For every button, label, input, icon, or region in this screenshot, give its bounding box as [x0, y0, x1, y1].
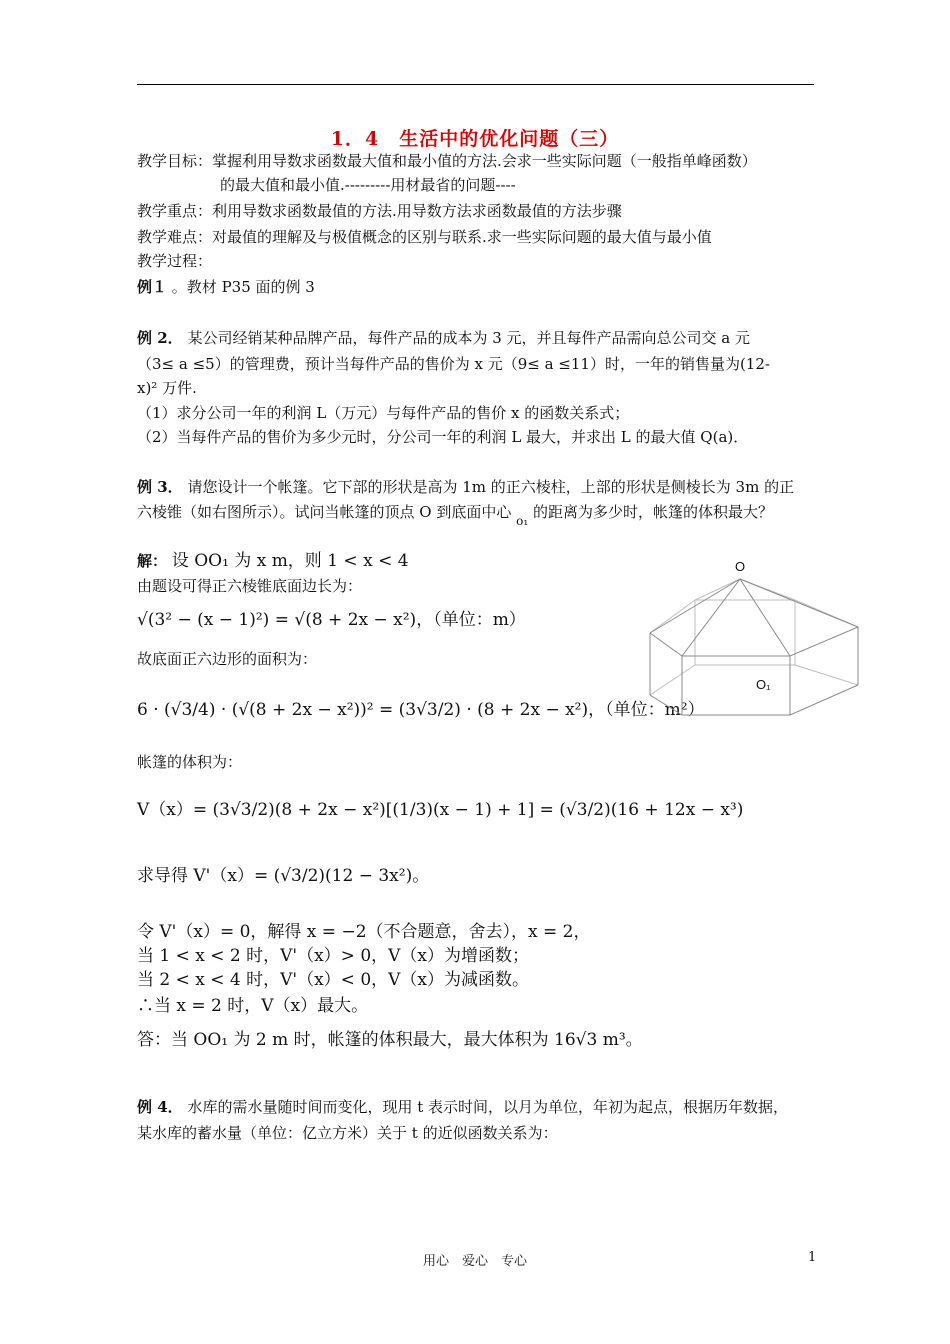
- header-rule: [137, 84, 814, 85]
- teaching-key-point: 教学重点：利用导数求函数最值的方法.用导数方法求函数最值的方法步骤: [137, 202, 622, 220]
- example-3-text-1: 请您设计一个帐篷。它下部的形状是高为 1m 的正六棱柱，上部的形状是侧棱长为 3m 的正: [187, 478, 795, 496]
- example-4-line-1: [137, 1097, 788, 1117]
- example-1: [137, 277, 315, 297]
- solution-derivative: 求导得 V'（x）= (√3/2)(12 − 3x²)。: [137, 866, 430, 886]
- solution-edge-length: √(3² − (x − 1)²) = √(8 + 2x − x²)，（单位：m）: [137, 610, 526, 630]
- example-2-question-1: （1）求分公司一年的利润 L（万元）与每件产品的售价 x 的函数关系式；: [137, 404, 630, 422]
- solution-critical-points: 令 V'（x）= 0，解得 x = −2（不合题意，舍去），x = 2，: [137, 922, 591, 942]
- solution-setup: 设 OO₁ 为 x m，则 1 < x < 4: [171, 551, 409, 571]
- solution-line-4: 故底面正六边形的面积为：: [137, 650, 318, 668]
- apex-label: O: [735, 559, 746, 574]
- page-number: 1: [808, 1250, 817, 1265]
- base-center-label: O₁: [756, 677, 771, 692]
- solution-area-formula: 6 · (√3/4) · (√(8 + 2x − x²))² = (3√3/2) · (8 + 2x − x²)，（单位：m²）: [137, 700, 705, 720]
- example-4-text-1: 水库的需水量随时间而变化，现用 t 表示时间，以月为单位，年初为起点，根据历年数据，: [187, 1098, 789, 1116]
- example-2-line-2: （3≤ a ≤5）的管理费，预计当每件产品的售价为 x 元（9≤ a ≤11）时，一年的销售量为(12-: [137, 355, 770, 373]
- example-2-question-2: （2）当每件产品的售价为多少元时，分公司一年的利润 L 最大，并求出 L 的最大值 Q(a)．: [137, 428, 749, 446]
- page-title: 1．4 生活中的优化问题（三）: [330, 128, 620, 150]
- solution-increasing: 当 1 < x < 2 时，V'（x）> 0，V（x）为增函数；: [137, 946, 529, 966]
- example-3-line-2: [137, 502, 773, 528]
- solution-volume-formula: V（x）= (3√3/2)(8 + 2x − x²)[(1/3)(x − 1) + 1] = (√3/2)(16 + 12x − x³): [137, 800, 744, 820]
- example-3-label: 例 3．: [137, 478, 183, 496]
- solution-line-2: 由题设可得正六棱锥底面边长为：: [137, 577, 363, 595]
- example-1-text: 。教材 P35 面的例 3: [171, 278, 315, 296]
- example-3-text-2: 六棱锥（如右图所示）。试问当帐篷的顶点 O 到底面中心: [137, 503, 512, 521]
- solution-line-6: 帐篷的体积为：: [137, 753, 243, 771]
- example-4-line-2: 某水库的蓄水量（单位：亿立方米）关于 t 的近似函数关系为：: [137, 1124, 558, 1142]
- example-2-line-3: x)² 万件.: [137, 379, 197, 397]
- teaching-goal-line-2: 的最大值和最小值.---------用材最省的问题----: [220, 176, 516, 194]
- example-4-label: 例 4．: [137, 1098, 183, 1116]
- solution-line-1: [137, 551, 409, 571]
- tent-figure: [640, 555, 870, 725]
- solution-decreasing: 当 2 < x < 4 时，V'（x）< 0，V（x）为减函数。: [137, 970, 529, 990]
- teaching-goal-line-1: 教学目标：掌握利用导数求函数最大值和最小值的方法.会求一些实际问题（一般指单峰函数）: [137, 152, 757, 170]
- teaching-process: 教学过程：: [137, 252, 213, 270]
- page-footer: 用心 爱心 专心: [422, 1254, 527, 1269]
- center-point-label: o₁: [516, 514, 529, 528]
- example-2-line-1: [137, 328, 750, 348]
- solution-answer: 答：当 OO₁ 为 2 m 时，帐篷的体积最大，最大体积为 16√3 m³。: [137, 1030, 643, 1050]
- teaching-difficulty: 教学难点：对最值的理解及与极值概念的区别与联系.求一些实际问题的最大值与最小值: [137, 228, 712, 246]
- example-3-line-1: [137, 477, 794, 497]
- solution-maximum: ∴当 x = 2 时，V（x）最大。: [137, 996, 369, 1016]
- example-3-text-2b: 的距离为多少时，帐篷的体积最大？: [532, 503, 773, 521]
- example-2-text-1: 某公司经销某种品牌产品，每件产品的成本为 3 元，并且每件产品需向总公司交 a 元: [187, 329, 751, 347]
- example-2-label: 例 2．: [137, 329, 183, 347]
- solution-label: 解：: [137, 552, 168, 570]
- example-1-label: 例１: [137, 278, 168, 296]
